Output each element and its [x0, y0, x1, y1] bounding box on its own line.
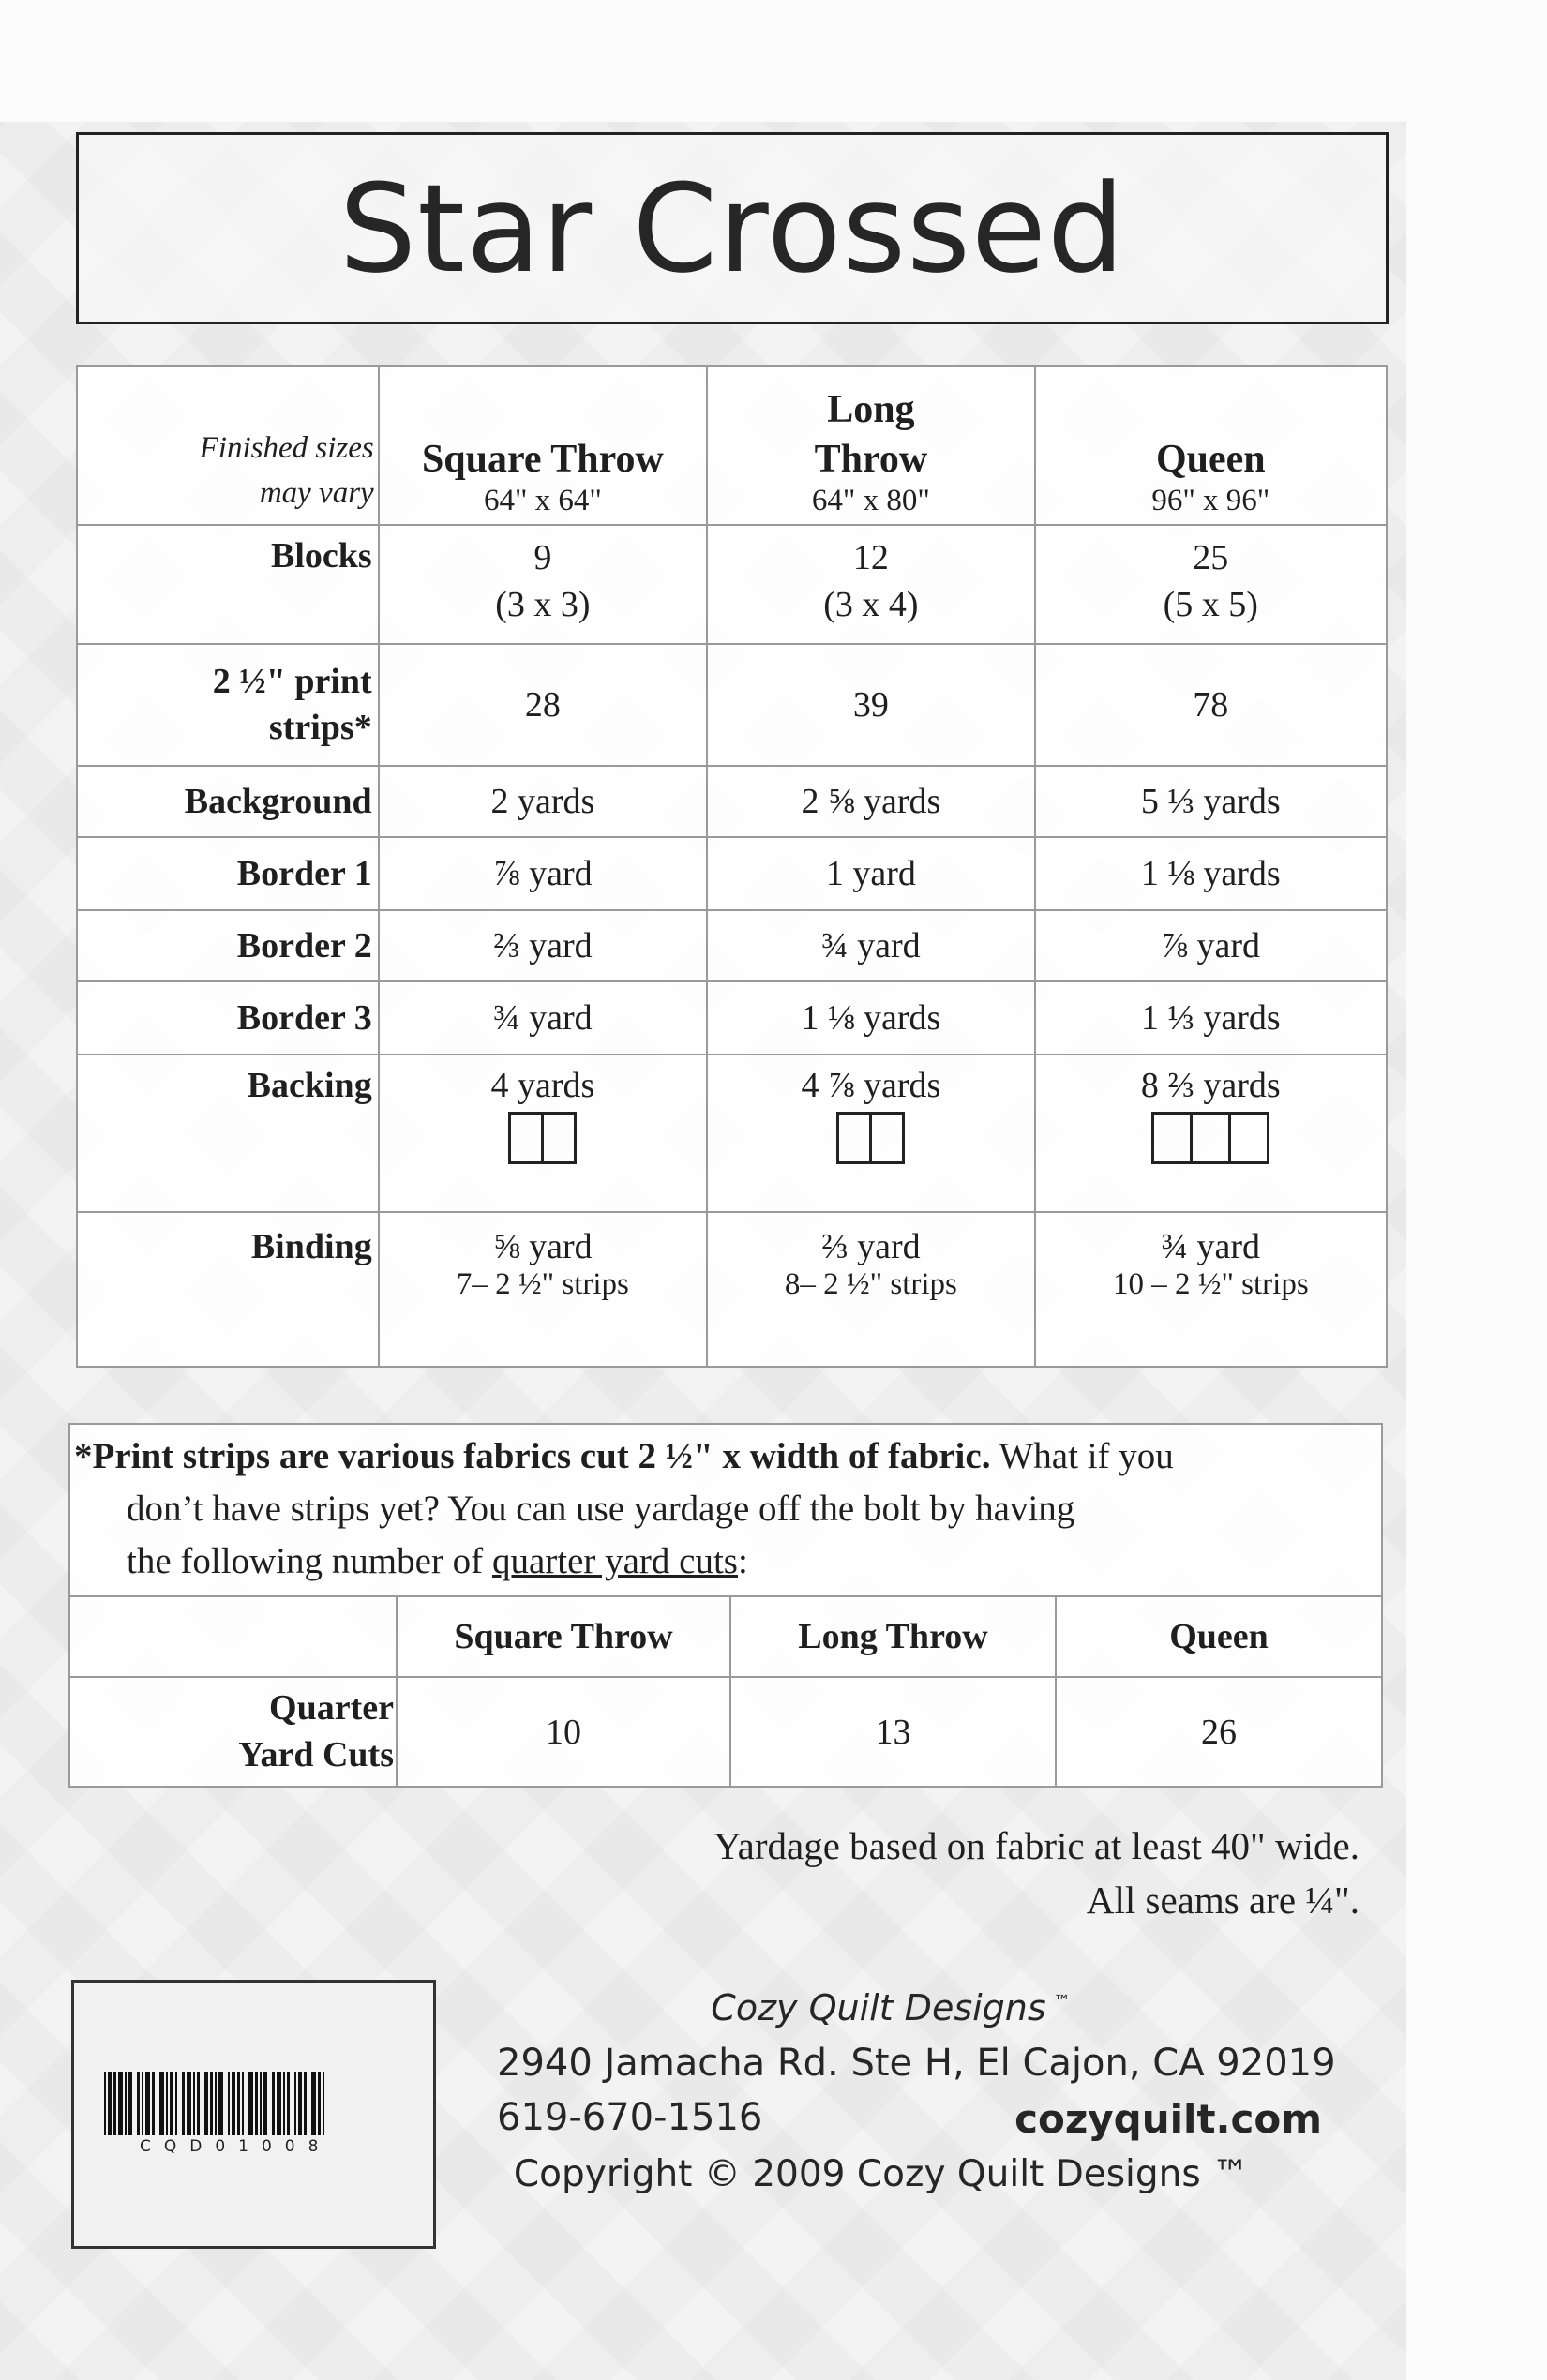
col-header-square-throw	[379, 366, 707, 525]
cell	[707, 1212, 1034, 1367]
cell: 1 yard	[707, 837, 1034, 910]
backing-2-panel-icon	[508, 1112, 577, 1164]
row-label: Border 1	[77, 837, 379, 910]
barcode-number: CQD01008	[140, 2137, 332, 2156]
qtable-header: Long Throw	[730, 1596, 1056, 1677]
qtable-cell: 26	[1056, 1677, 1381, 1786]
cell	[707, 525, 1034, 644]
cell	[379, 1212, 707, 1367]
cell: 1 ⅛ yards	[707, 981, 1034, 1055]
barcode-icon	[104, 2072, 404, 2135]
cell: 5 ⅓ yards	[1035, 766, 1387, 837]
cell: ¾ yard	[707, 910, 1034, 981]
cell-main: 12	[852, 538, 889, 577]
corner-label-line2: may vary	[259, 476, 374, 511]
cell-main: 8 ⅔ yards	[1140, 1066, 1281, 1105]
cell-main: ⅝ yard	[493, 1227, 593, 1266]
row-label: Blocks	[77, 525, 379, 644]
note-line2: don’t have strips yet? You can use yardage off the bolt by having	[127, 1489, 1075, 1529]
table-header-row	[77, 366, 1387, 525]
backing-3-panel-icon	[1151, 1112, 1269, 1164]
cell-sub: (3 x 4)	[823, 585, 919, 624]
table-row-blocks	[77, 525, 1387, 644]
row-label	[77, 644, 379, 766]
cell: 78	[1035, 644, 1387, 766]
cell-main: 4 yards	[490, 1066, 595, 1105]
col-header-queen	[1035, 366, 1387, 525]
cell: 28	[379, 644, 707, 766]
requirements-table	[76, 365, 1388, 1368]
col-size: 64" x 64"	[483, 484, 602, 517]
col-name: Square Throw	[421, 437, 664, 481]
row-label: Border 3	[77, 981, 379, 1055]
qtable-row-label	[70, 1677, 397, 1786]
qtable-label-line1: Quarter	[269, 1688, 394, 1729]
cell-sub: (3 x 3)	[495, 585, 591, 624]
row-label: Border 2	[77, 910, 379, 981]
qtable-cell: 13	[730, 1677, 1056, 1786]
note-bold: *Print strips are various fabrics cut 2 ½" x width of fabric.	[74, 1436, 991, 1476]
cell-main: 4 ⅞ yards	[801, 1066, 941, 1105]
cell-main: ⅔ yard	[821, 1227, 921, 1266]
row-label: Backing	[77, 1055, 379, 1212]
yardage-notes	[713, 1819, 1359, 1927]
cell	[379, 525, 707, 644]
cell	[1035, 1212, 1387, 1367]
note-line3-prefix: the following number of	[127, 1541, 492, 1581]
col-name: Queen	[1155, 437, 1266, 481]
cell: 2 yards	[379, 766, 707, 837]
table-row-print-strips	[77, 644, 1387, 766]
row-label-line1: 2 ½" print	[212, 661, 372, 701]
cell-main: 9	[533, 538, 552, 577]
qtable-label-line2: Yard Cuts	[238, 1734, 394, 1774]
contact-row	[497, 2096, 1322, 2142]
company-phone: 619-670-1516	[497, 2096, 763, 2139]
col-header-long-throw	[707, 366, 1034, 525]
table-row-background	[77, 766, 1387, 837]
cell	[707, 1055, 1034, 1212]
row-label: Background	[77, 766, 379, 837]
cell: ¾ yard	[379, 981, 707, 1055]
col-name: Long Throw	[814, 388, 928, 481]
cell	[1035, 525, 1387, 644]
cell: 1 ⅓ yards	[1035, 981, 1387, 1055]
page-title: Star Crossed	[338, 157, 1126, 300]
cell: 1 ⅛ yards	[1035, 837, 1387, 910]
col-size: 96" x 96"	[1151, 484, 1270, 517]
table-row-border-3	[77, 981, 1387, 1055]
table-row-border-1	[77, 837, 1387, 910]
cell	[379, 1055, 707, 1212]
company-name-text: Cozy Quilt Designs	[711, 1987, 1046, 2028]
yardage-note-line2: All seams are ¼".	[1086, 1879, 1359, 1922]
cell-main: 25	[1193, 538, 1229, 577]
note-line3-suffix: :	[738, 1541, 748, 1581]
cell: 39	[707, 644, 1034, 766]
company-website[interactable]: cozyquilt.com	[1014, 2096, 1322, 2142]
qtable-corner	[70, 1596, 397, 1677]
row-label-line2: strips*	[268, 708, 372, 747]
qtable-header: Queen	[1056, 1596, 1381, 1677]
cell	[1035, 1055, 1387, 1212]
cell-sub: 8– 2 ½" strips	[784, 1267, 957, 1301]
cell: ⅔ yard	[379, 910, 707, 981]
company-name	[459, 1987, 1322, 2028]
table-row-backing	[77, 1055, 1387, 1212]
corner-label	[77, 366, 379, 525]
qtable-cell: 10	[397, 1677, 730, 1786]
backing-2-panel-icon	[836, 1112, 905, 1164]
barcode-box	[71, 1980, 436, 2249]
print-strips-note	[68, 1423, 1383, 1788]
note-line3	[74, 1535, 1381, 1588]
cell: 2 ⅝ yards	[707, 766, 1034, 837]
trademark-symbol: ™	[1053, 1992, 1071, 2013]
qtable-row	[70, 1677, 1381, 1786]
corner-label-line1: Finished sizes	[199, 431, 374, 466]
company-address: 2940 Jamacha Rd. Ste H, El Cajon, CA 92019	[497, 2042, 1336, 2085]
cell: ⅞ yard	[379, 837, 707, 910]
yardage-note-line1: Yardage based on fabric at least 40" wide.	[713, 1824, 1359, 1867]
cell-sub: (5 x 5)	[1163, 585, 1258, 624]
quarter-yard-table	[70, 1595, 1381, 1786]
company-info	[497, 1987, 1336, 2195]
qtable-header-row	[70, 1596, 1381, 1677]
qtable-header: Square Throw	[397, 1596, 730, 1677]
cell: ⅞ yard	[1035, 910, 1387, 981]
table-row-border-2	[77, 910, 1387, 981]
row-label: Binding	[77, 1212, 379, 1367]
note-text	[70, 1425, 1381, 1595]
cell-sub: 7– 2 ½" strips	[456, 1267, 629, 1301]
table-row-binding	[77, 1212, 1387, 1367]
note-underlined: quarter yard cuts	[491, 1541, 738, 1581]
col-size: 64" x 80"	[811, 484, 930, 517]
title-box	[76, 132, 1389, 324]
cell-sub: 10 – 2 ½" strips	[1112, 1267, 1309, 1301]
note-line1-rest: What if you	[990, 1436, 1174, 1476]
cell-main: ¾ yard	[1161, 1227, 1261, 1266]
copyright: Copyright © 2009 Cozy Quilt Designs ™	[513, 2153, 1250, 2195]
